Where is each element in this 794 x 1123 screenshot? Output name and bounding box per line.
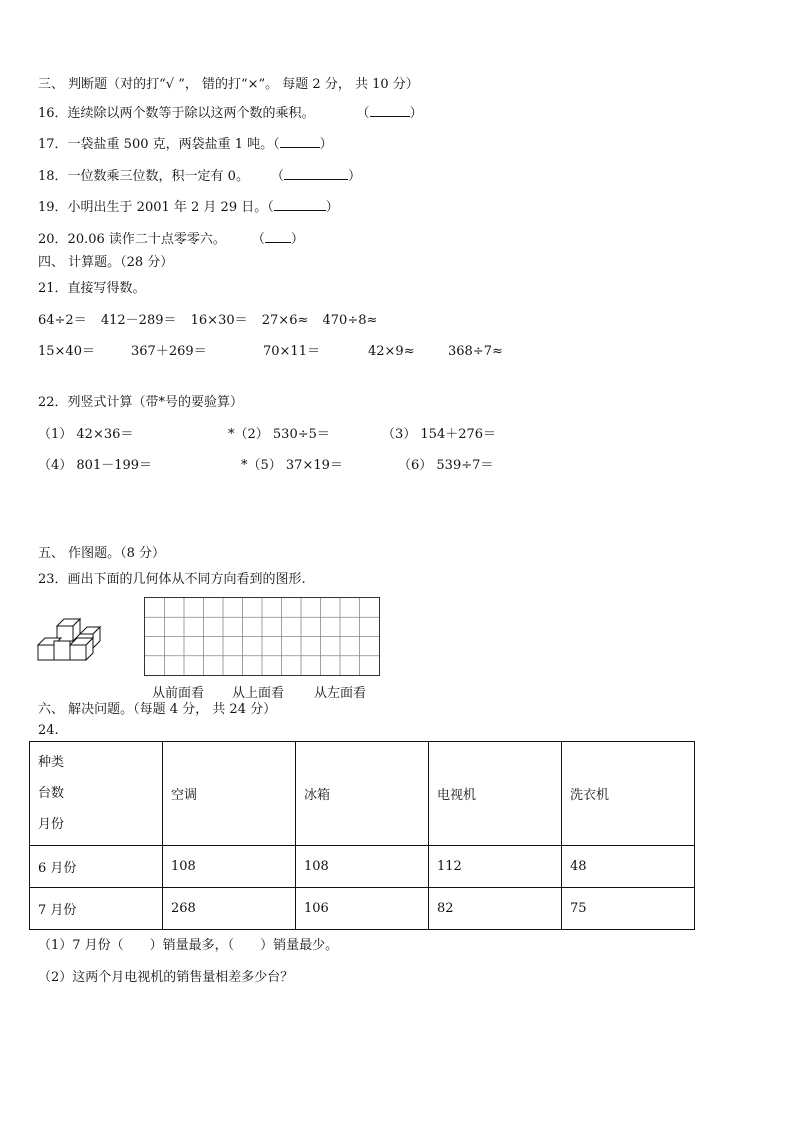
question-19: 19．小明出生于 2001 年 2 月 29 日。（ ） <box>38 200 339 215</box>
cube-stack-figure <box>36 614 108 664</box>
question-20: 20．20.06 读作二十点零零六。 （ ） <box>38 232 304 247</box>
calc-item: 367＋269＝ <box>131 344 207 359</box>
section-6-title: 六、 解决问题。（每题 4 分， 共 24 分） <box>38 702 277 717</box>
section-3-title: 三、 判断题（对的打“√ ”， 错的打“×”。 每题 2 分， 共 10 分） <box>38 77 419 92</box>
table-cell: 82 <box>429 888 562 930</box>
question-22-title: 22．列竖式计算（带*号的要验算） <box>38 395 244 410</box>
calc-item: 412－289＝ <box>100 313 177 328</box>
question-23-title: 23．画出下面的几何体从不同方向看到的图形. <box>38 572 306 587</box>
calc-item: 15×40＝ <box>38 344 95 359</box>
table-cell: 48 <box>562 846 695 888</box>
table-corner-header: 种类 台数 月份 <box>30 742 163 846</box>
row-label: 6 月份 <box>30 846 163 888</box>
view-label-left: 从左面看 <box>314 686 367 701</box>
table-cell: 75 <box>562 888 695 930</box>
table-cell: 268 <box>163 888 296 930</box>
question-24-number: 24. <box>38 723 59 738</box>
vertical-calc-item: （1） 42×36＝ <box>38 427 134 442</box>
table-row <box>30 846 695 888</box>
question-17: 17．一袋盐重 500 克，两袋盐重 1 吨。（ ） <box>38 137 333 152</box>
row-label: 7 月份 <box>30 888 163 930</box>
vertical-calc-item: （4） 801－199＝ <box>38 458 153 473</box>
drawing-grid[interactable] <box>144 597 380 676</box>
question-16-text: 16．连续除以两个数等于除以这两个数的乘积。 <box>38 106 315 121</box>
column-header: 冰箱 <box>296 742 429 846</box>
answer-blank-17[interactable] <box>280 135 320 148</box>
question-17-text: 17．一袋盐重 500 克，两袋盐重 1 吨。 <box>38 137 274 152</box>
table-cell: 108 <box>163 846 296 888</box>
table-cell: 112 <box>429 846 562 888</box>
vertical-calc-item: *（5） 37×19＝ <box>241 458 343 473</box>
table-header-row <box>30 742 695 846</box>
vertical-calc-item: *（2） 530÷5＝ <box>228 427 330 442</box>
question-18: 18．一位数乘三位数，积一定有 0。 （ ） <box>38 169 361 184</box>
question-24-sub-2: （2）这两个月电视机的销售量相差多少台？ <box>38 970 294 985</box>
column-header: 空调 <box>163 742 296 846</box>
calc-item: 368÷7≈ <box>448 344 503 359</box>
answer-blank-18[interactable] <box>284 167 348 180</box>
answer-blank-16[interactable] <box>370 104 410 117</box>
question-21-title: 21．直接写得数。 <box>38 281 146 296</box>
question-24-sub-1: （1）7 月份（ ）销量最多，（ ）销量最少。 <box>38 938 339 953</box>
column-header: 洗衣机 <box>562 742 695 846</box>
column-header: 电视机 <box>429 742 562 846</box>
calc-item: 42×9≈ <box>368 344 415 359</box>
view-label-front: 从前面看 <box>152 686 205 701</box>
answer-blank-19[interactable] <box>274 198 326 211</box>
calc-item: 470÷8≈ <box>322 313 378 328</box>
calc-item: 27×6≈ <box>261 313 309 328</box>
view-label-top: 从上面看 <box>232 686 285 701</box>
question-20-text: 20．20.06 读作二十点零零六。 <box>38 232 226 247</box>
section-5-title: 五、 作图题。（8 分） <box>38 546 166 561</box>
calc-item: 70×11＝ <box>263 344 320 359</box>
calc-item: 16×30＝ <box>190 313 248 328</box>
calc-row-1 <box>38 313 377 329</box>
question-16: 16．连续除以两个数等于除以这两个数的乘积。 （ ） <box>38 106 423 121</box>
sales-table <box>29 741 695 930</box>
question-19-text: 19．小明出生于 2001 年 2 月 29 日。 <box>38 200 268 215</box>
section-4-title: 四、 计算题。（28 分） <box>38 255 174 270</box>
table-row <box>30 888 695 930</box>
vertical-calc-item: （3） 154＋276＝ <box>382 427 497 442</box>
table-cell: 106 <box>296 888 429 930</box>
question-18-text: 18．一位数乘三位数，积一定有 0。 <box>38 169 249 184</box>
table-cell: 108 <box>296 846 429 888</box>
calc-item: 64÷2＝ <box>38 313 87 328</box>
vertical-calc-item: （6） 539÷7＝ <box>398 458 494 473</box>
answer-blank-20[interactable] <box>265 230 291 243</box>
